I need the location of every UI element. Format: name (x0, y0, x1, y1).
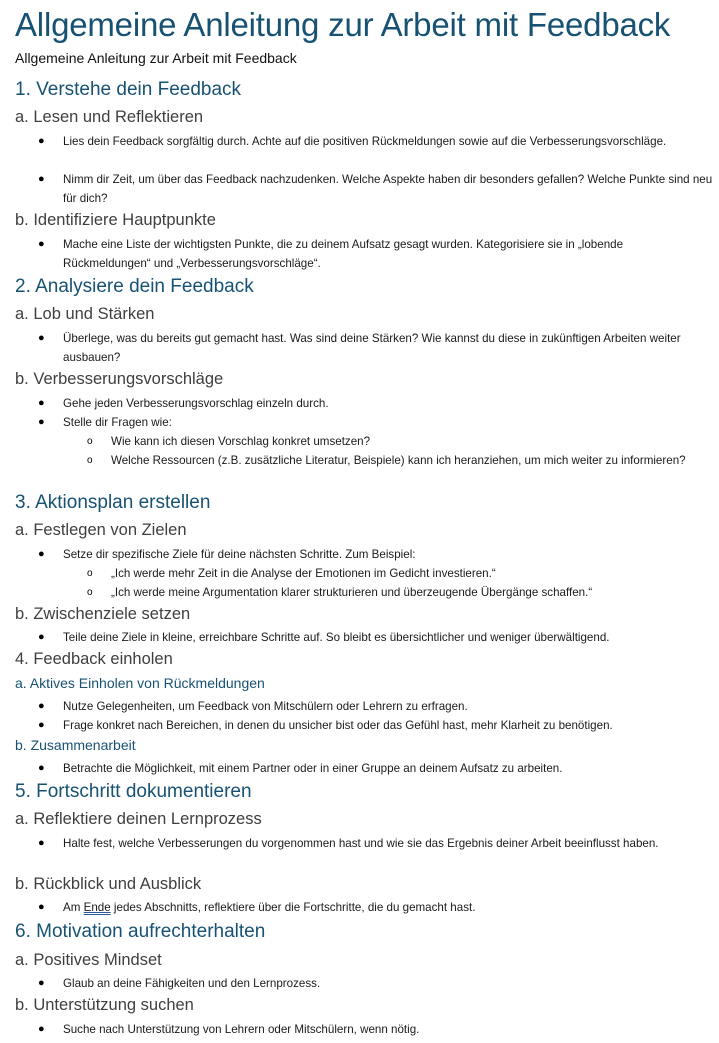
list-item: Teile deine Ziele in kleine, erreichbare Schritte auf. So bleibt es übersichtlicher und weniger überwältigend. (63, 631, 610, 644)
sub-list-item: „Ich werde mehr Zeit in die Analyse der Emotionen im Gedicht investieren.“ (111, 567, 496, 580)
bullet-icon: ● (38, 631, 45, 643)
sub-bullet-icon: o (87, 587, 93, 598)
sub-bullet-icon: o (87, 568, 93, 579)
bullet-icon: ● (38, 977, 45, 989)
spellcheck-marked-word[interactable]: Ende (83, 901, 111, 914)
sub-list-item: Wie kann ich diesen Vorschlag konkret umsetzen? (111, 435, 371, 448)
section-heading-6: 6. Motivation aufrechterhalten (15, 921, 266, 942)
list-item: Frage konkret nach Bereichen, in denen du unsicher bist oder das Gefühl hast, mehr Klarheit zu benötigen. (63, 719, 613, 732)
bullet-icon: ● (38, 397, 45, 409)
subsection-heading-5a: a. Reflektiere deinen Lernprozess (15, 810, 262, 828)
document-title: Allgemeine Anleitung zur Arbeit mit Feedback (15, 6, 671, 43)
bullet-icon: ● (38, 238, 45, 250)
document-subtitle: Allgemeine Anleitung zur Arbeit mit Feedback (15, 50, 297, 66)
bullet-icon: ● (38, 332, 45, 344)
sub-list-item: Welche Ressourcen (z.B. zusätzliche Literatur, Beispiele) kann ich heranziehen, um mich weiter zu informieren? (111, 454, 686, 467)
section-heading-2: 2. Analysiere dein Feedback (15, 276, 254, 297)
sub-bullet-icon: o (87, 455, 93, 466)
list-item: Gehe jeden Verbesserungsvorschlag einzeln durch. (63, 397, 329, 410)
list-item: Überlege, was du bereits gut gemacht hast. Was sind deine Stärken? Wie kannst du diese in zukünftigen Arbeiten weiter ausbauen? (63, 332, 681, 364)
list-item: Betrachte die Möglichkeit, mit einem Partner oder in einer Gruppe an deinem Aufsatz zu arbeiten. (63, 762, 563, 775)
subsection-heading-1b: b. Identifiziere Hauptpunkte (15, 211, 216, 229)
subsection-heading-6b: b. Unterstützung suchen (15, 996, 194, 1014)
list-item: Glaub an deine Fähigkeiten und den Lernprozess. (63, 977, 321, 990)
subsection-heading-3a: a. Festlegen von Zielen (15, 521, 187, 539)
bullet-icon: ● (38, 548, 45, 560)
subsection-heading-5b: b. Rückblick und Ausblick (15, 875, 202, 893)
bullet-icon: ● (38, 173, 45, 185)
section-heading-4: 4. Feedback einholen (15, 650, 173, 668)
bullet-icon: ● (38, 901, 45, 913)
list-item: Nutze Gelegenheiten, um Feedback von Mitschülern oder Lehrern zu erfragen. (63, 700, 468, 713)
list-item: Setze dir spezifische Ziele für deine nächsten Schritte. Zum Beispiel: (63, 548, 416, 561)
section-heading-1: 1. Verstehe dein Feedback (15, 79, 242, 100)
subsection-heading-4a: a. Aktives Einholen von Rückmeldungen (15, 675, 265, 691)
list-item-suffix: jedes Abschnitts, reflektiere über die Fortschritte, die du gemacht hast. (110, 901, 476, 914)
sub-list-item: „Ich werde meine Argumentation klarer strukturieren und überzeugende Übergänge schaffen.“ (111, 586, 593, 599)
list-item: Lies dein Feedback sorgfältig durch. Achte auf die positiven Rückmeldungen sowie auf die Verbesserungsvorschläge. (63, 135, 667, 148)
list-item: Stelle dir Fragen wie: (63, 416, 172, 429)
subsection-heading-1a: a. Lesen und Reflektieren (15, 108, 204, 126)
section-heading-5: 5. Fortschritt dokumentieren (15, 781, 252, 802)
section-heading-3: 3. Aktionsplan erstellen (15, 492, 211, 513)
list-item: Mache eine Liste der wichtigsten Punkte, die zu deinem Aufsatz gesagt wurden. Kategorisiere sie in „lobende Rückmeldungen“ und „Verbesserungsvorschläge“. (63, 238, 624, 270)
subsection-heading-2a: a. Lob und Stärken (15, 305, 155, 323)
list-item: Suche nach Unterstützung von Lehrern oder Mitschülern, wenn nötig. (63, 1023, 420, 1036)
bullet-icon: ● (38, 762, 45, 774)
list-item-prefix: Am (63, 901, 84, 914)
bullet-icon: ● (38, 1023, 45, 1035)
subsection-heading-4b: b. Zusammenarbeit (15, 737, 136, 753)
bullet-icon: ● (38, 837, 45, 849)
subsection-heading-2b: b. Verbesserungsvorschläge (15, 370, 224, 388)
list-item: Nimm dir Zeit, um über das Feedback nachzudenken. Welche Aspekte haben dir besonders gefallen? Welche Punkte sind neu für dich? (63, 173, 713, 205)
subsection-heading-3b: b. Zwischenziele setzen (15, 605, 191, 623)
subsection-heading-6a: a. Positives Mindset (15, 951, 162, 969)
bullet-icon: ● (38, 416, 45, 428)
list-item: Halte fest, welche Verbesserungen du vorgenommen hast und wie sie das Ergebnis deiner Arbeit beeinflusst haben. (63, 837, 659, 850)
list-item (63, 898, 713, 917)
sub-bullet-icon: o (87, 436, 93, 447)
bullet-icon: ● (38, 135, 45, 147)
bullet-icon: ● (38, 719, 45, 731)
bullet-icon: ● (38, 700, 45, 712)
